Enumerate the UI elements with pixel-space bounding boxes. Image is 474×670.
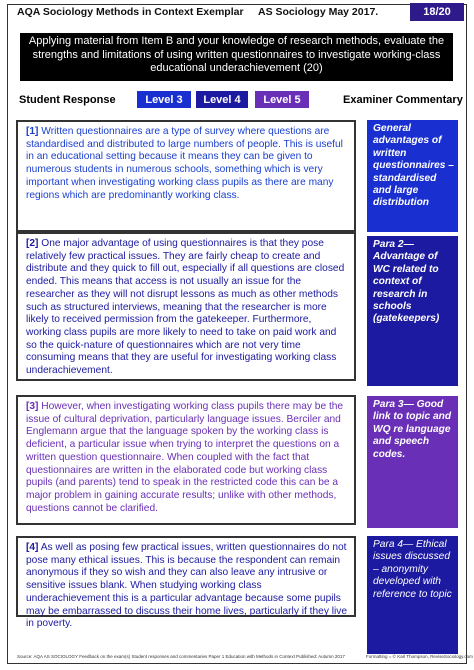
commentary-box-2: Para 2— Advantage of WC related to context of research in schools (gatekeepers) bbox=[367, 236, 458, 386]
student-response-label: Student Response bbox=[19, 94, 116, 106]
exam-question: Applying material from Item B and your knowledge of research methods, evaluate the strengths and limitations of using written questionnaires to investigate working-class educational underachievement (20) bbox=[20, 33, 453, 81]
level-4-badge: Level 4 bbox=[196, 91, 248, 108]
response-paragraph-3 bbox=[16, 395, 356, 525]
paragraph-number: [3] bbox=[26, 401, 39, 412]
response-paragraph-1 bbox=[16, 120, 356, 232]
level-3-badge: Level 3 bbox=[137, 91, 191, 108]
commentary-box-1: General advantages of written questionnaires – standardised and large distribution bbox=[367, 120, 458, 232]
document-title: AQA Sociology Methods in Context Exemplar bbox=[17, 6, 244, 18]
examiner-commentary-label: Examiner Commentary bbox=[343, 94, 463, 106]
paragraph-text: As well as posing few practical issues, written questionnaires do not pose many ethical issues. This is because the respondent can remain anonymous if they so wish and they can also leave any intrusive or sensitive issues blank. When studying working class underachievement this is a particular advantage because some pupils may be embarrassed to discuss their home lives, particularly if they live in poverty. bbox=[26, 542, 348, 630]
paragraph-number: [2] bbox=[26, 238, 39, 249]
paragraph-number: [4] bbox=[26, 542, 39, 553]
page-number-badge: 18/20 bbox=[410, 3, 464, 21]
paragraph-text: Written questionnaires are a type of survey where questions are standardised and distributed to large numbers of people. This is useful in an educational setting because it means they can be given to numerous students in numerous schools, something which is very important when investigating working class pupils as there are many regions which are predominantly working class. bbox=[26, 126, 343, 201]
paragraph-number: [1] bbox=[26, 126, 39, 137]
document-subtitle: AS Sociology May 2017. bbox=[258, 6, 379, 18]
source-footnote: Source: AQA AS SOCIOLOGY Feedback on the exam(s) Student responses and commentaries Paper 1 Education with Methods in Context Published: Autumn 2017 bbox=[17, 654, 345, 659]
commentary-box-3: Para 3— Good link to topic and WQ re language and speech codes. bbox=[367, 396, 458, 528]
paragraph-text: However, when investigating working class pupils there may be the issue of cultural deprivation, particularly language issues. Berciler and Englemann argue that the language spoken by the working class is deficient, a particular issue when trying to interpret the questions on a written question questionnaire. When coupled with the fact that questionnaires are written in the elaborated code but working class pupils (and parents) tend to speak in the restricted code this can be a major problem in gaining accurate results; unlike with other methods, questions cannot be clarified. bbox=[26, 401, 344, 514]
response-paragraph-2 bbox=[16, 232, 356, 381]
level-5-badge: Level 5 bbox=[255, 91, 309, 108]
paragraph-text: One major advantage of using questionnaires is that they pose relatively few practical issues. They are fairly cheap to create and distribute and they quick to fill out, especially if all questions are closed ended. This means that access is not usually an issue for the researcher as they will not disrupt lessons as much as other methods such as structured interviews, meaning that the researcher is more likely to received permission from the gatekeeper. Furthermore, working class pupils are more likely to need to take on paid work and so the quick-nature of questionnaires which are not very time consuming means that they are useful for investigating working class underachievement. bbox=[26, 238, 345, 377]
response-paragraph-4 bbox=[16, 536, 356, 630]
copyright-footnote: Formatting = © Karl Thompson, ReviseSociology.com bbox=[366, 654, 473, 659]
commentary-box-4: Para 4— Ethical issues discussed – anonymity developed with reference to topic bbox=[367, 536, 458, 654]
